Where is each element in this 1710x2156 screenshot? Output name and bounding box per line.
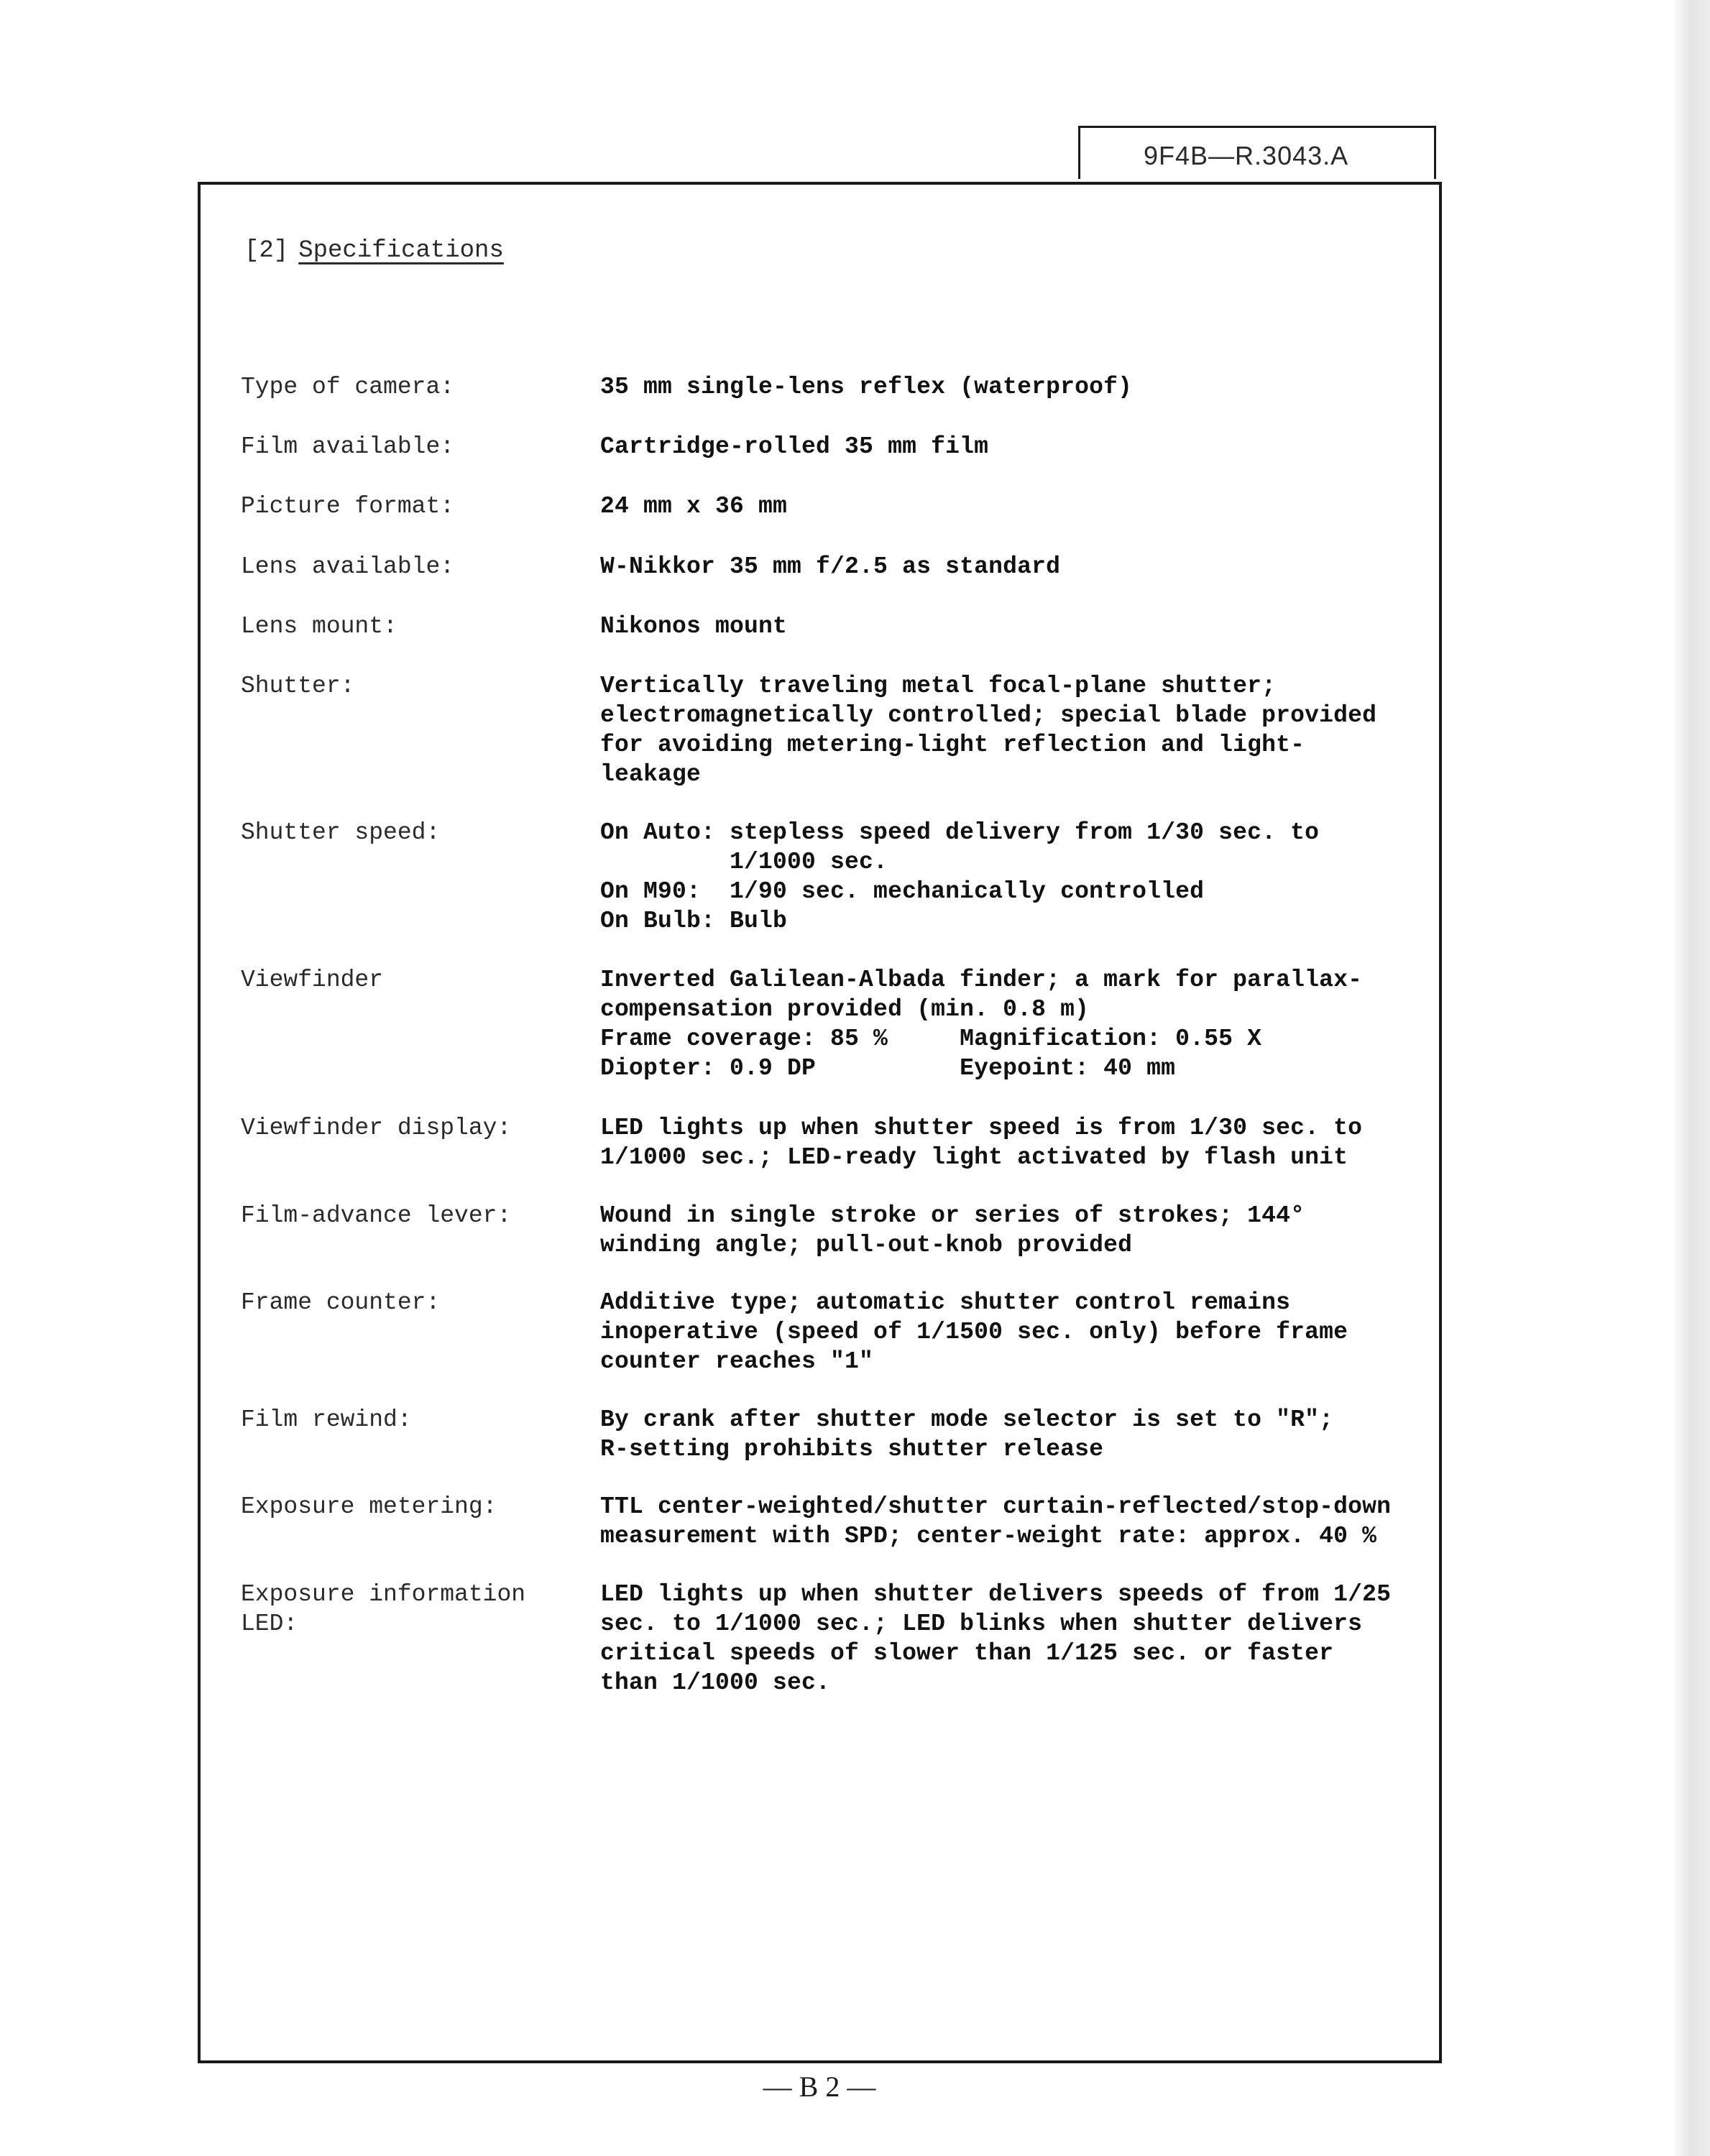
- spec-value: W-Nikkor 35 mm f/2.5 as standard: [600, 553, 1061, 580]
- spec-value: Nikonos mount: [600, 613, 788, 640]
- spec-value: By crank after shutter mode selector is set to "R"; R-setting prohibits shutter release: [600, 1406, 1334, 1462]
- section-heading: [244, 237, 504, 264]
- spec-label: Film available:: [241, 433, 455, 460]
- spec-label: Exposure metering:: [241, 1493, 497, 1520]
- spec-value: TTL center-weighted/shutter curtain-reflected/stop-down measurement with SPD; center-weight rate: approx. 40 %: [600, 1493, 1392, 1549]
- spec-value: LED lights up when shutter speed is from 1/30 sec. to 1/1000 sec.; LED-ready light activated by flash unit: [600, 1115, 1363, 1171]
- spec-label: Picture format:: [241, 493, 455, 520]
- spec-value: Inverted Galilean-Albada finder; a mark for parallax- compensation provided (min. 0.8 m) Frame coverage: 85 % Magnification: 0.55 X Diopter: 0.9 DP Eyepoint: 40 mm: [600, 967, 1363, 1082]
- spec-label: Frame counter:: [241, 1289, 441, 1316]
- spec-value: 35 mm single-lens reflex (waterproof): [600, 374, 1133, 400]
- spec-label: Film rewind:: [241, 1406, 412, 1433]
- spec-value: Wound in single stroke or series of strokes; 144° winding angle; pull-out-knob provided: [600, 1202, 1305, 1258]
- spec-label: Lens mount:: [241, 613, 397, 640]
- spec-value: LED lights up when shutter delivers speeds of from 1/25 sec. to 1/1000 sec.; LED blinks when shutter delivers critical speeds of slower than 1/125 sec. or faster than 1/1000 sec.: [600, 1581, 1392, 1696]
- spec-value: 24 mm x 36 mm: [600, 493, 788, 520]
- page-number: — B 2 —: [763, 2070, 876, 2103]
- spec-label: Lens available:: [241, 553, 455, 580]
- spec-value: Cartridge-rolled 35 mm film: [600, 433, 989, 460]
- spec-label: Film-advance lever:: [241, 1202, 512, 1229]
- spec-value: On Auto: stepless speed delivery from 1/30 sec. to 1/1000 sec. On M90: 1/90 sec. mechanically controlled On Bulb: Bulb: [600, 819, 1320, 934]
- document-number-tab: [1078, 126, 1436, 179]
- spec-label: Shutter speed:: [241, 819, 441, 846]
- section-number: [2]: [244, 237, 289, 264]
- spec-label: Type of camera:: [241, 374, 455, 400]
- spec-label: Viewfinder: [241, 967, 384, 993]
- spec-label: Exposure information LED:: [241, 1581, 526, 1637]
- spec-value: Additive type; automatic shutter control remains inoperative (speed of 1/1500 sec. only) before frame counter reaches "1": [600, 1289, 1348, 1375]
- spec-label: Shutter:: [241, 673, 355, 699]
- section-title: Specifications: [298, 237, 504, 264]
- scan-edge-shadow: [1675, 0, 1710, 2156]
- document-number: 9F4B—R.3043.A: [1144, 141, 1349, 170]
- spec-label: Viewfinder display:: [241, 1115, 512, 1141]
- spec-value: Vertically traveling metal focal-plane shutter; electromagnetically controlled; special blade provided for avoiding metering-light reflection and light- leakage: [600, 673, 1377, 788]
